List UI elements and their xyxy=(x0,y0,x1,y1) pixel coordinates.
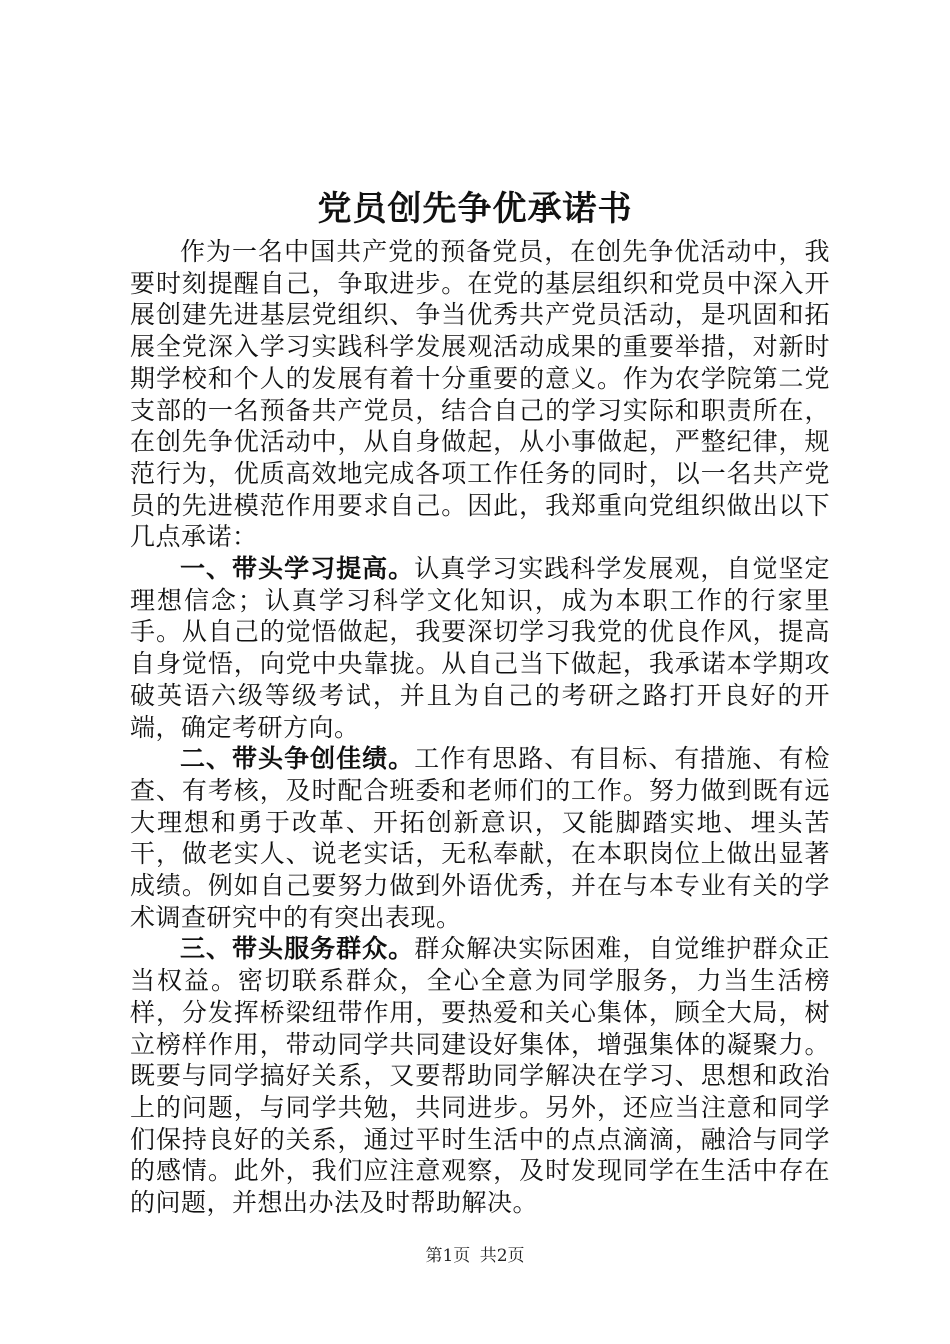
page-footer xyxy=(0,1244,950,1268)
section-paragraph-3 xyxy=(130,933,830,1218)
intro-paragraph: 作为一名中国共产党的预备党员，在创先争优活动中，我要时刻提醒自己，争取进步。在党的基层组织和党员中深入开展创建先进基层党组织、争当优秀共产党员活动，是巩固和拓展全党深入学习实践科学发展观活动成果的重要举措，对新时期学校和个人的发展有着十分重要的意义。作为农学院第二党支部的一名预备共产党员，结合自己的学习实际和职责所在，在创先争优活动中，从自身做起，从小事做起，严整纪律，规范行为，优质高效地完成各项工作任务的同时，以一名共产党员的先进模范作用要求自己。因此，我郑重向党组织做出以下几点承诺： xyxy=(130,237,830,552)
section-text-2: 工作有思路、有目标、有措施、有检查、有考核，及时配合班委和老师们的工作。努力做到既有远大理想和勇于改革、开拓创新意识，又能脚踏实地、埋头苦干，做老实人、说老实话，无私奉献，在本职岗位上做出显著成绩。例如自己要努力做到外语优秀，并在与本专业有关的学术调查研究中的有突出表现。 xyxy=(130,744,830,932)
section-text-1: 认真学习实践科学发展观，自觉坚定理想信念；认真学习科学文化知识，成为本职工作的行家里手。从自己的觉悟做起，我要深切学习我党的优良作风，提高自身觉悟，向党中央靠拢。从自己当下做起，我承诺本学期攻破英语六级等级考试，并且为自己的考研之路打开良好的开端，确定考研方向。 xyxy=(130,554,830,742)
document-body xyxy=(130,236,830,1219)
section-paragraph-1 xyxy=(130,553,830,743)
section-text-3: 群众解决实际困难，自觉维护群众正当权益。密切联系群众，全心全意为同学服务，力当生活榜样，分发挥桥梁纽带作用，要热爱和关心集体，顾全大局，树立榜样作用，带动同学共同建设好集体，增强集体的凝聚力。既要与同学搞好关系，又要帮助同学解决在学习、思想和政治上的问题，与同学共勉，共同进步。另外，还应当注意和同学们保持良好的关系，通过平时生活中的点点滴滴，融洽与同学的感情。此外，我们应注意观察，及时发现同学在生活中存在的问题，并想出办法及时帮助解决。 xyxy=(130,934,830,1218)
document-title: 党员创先争优承诺书 xyxy=(317,189,633,229)
section-heading-2: 二、带头争创佳绩。 xyxy=(180,744,415,774)
page-number-current: 第1页 xyxy=(425,1246,471,1266)
page-number-total: 共2页 xyxy=(479,1246,525,1266)
section-heading-1: 一、带头学习提高。 xyxy=(180,554,415,584)
section-paragraph-2 xyxy=(130,743,830,933)
section-heading-3: 三、带头服务群众。 xyxy=(180,934,415,964)
